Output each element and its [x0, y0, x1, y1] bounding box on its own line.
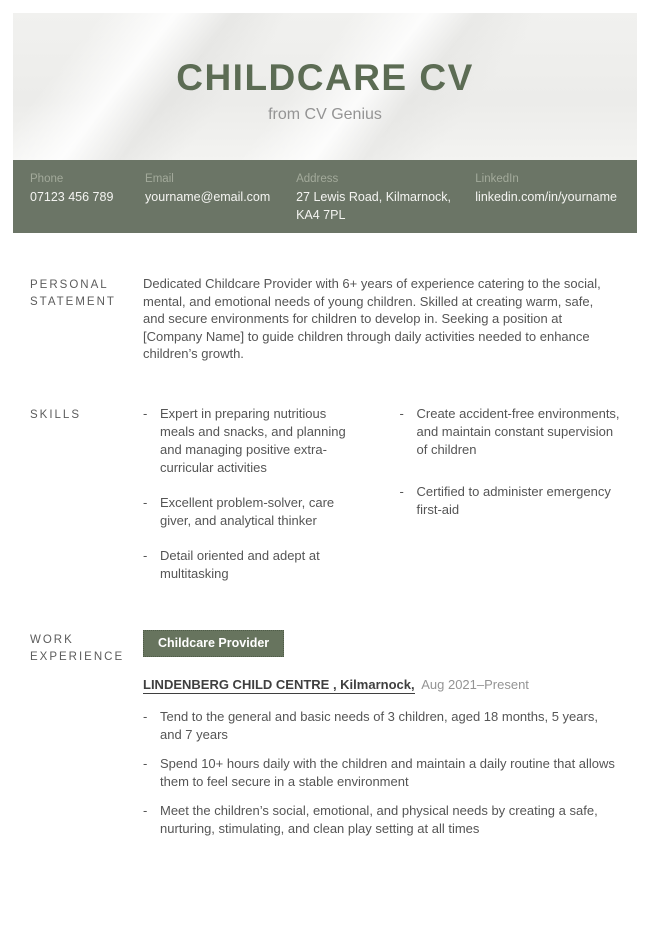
skills-content: [143, 405, 620, 600]
contact-item-address: [296, 173, 475, 233]
bullet-dash: -: [143, 547, 148, 563]
cv-header: [13, 13, 637, 160]
bullet-dash: -: [143, 405, 148, 421]
list-item: [143, 494, 364, 530]
bullet-dash: -: [143, 755, 148, 771]
job-title-badge: Childcare Provider: [143, 630, 284, 657]
list-item: [143, 755, 620, 791]
company-name: LINDENBERG CHILD CENTRE , Kilmarnock,: [143, 676, 415, 692]
skills-column-right: [400, 405, 621, 600]
skill-text: Expert in preparing nutritious meals and snacks, and planning and managing positive extra-curricular activities: [160, 405, 346, 475]
contact-item-linkedin: [475, 173, 629, 233]
employment-dates: Aug 2021–Present: [421, 676, 529, 692]
bullet-dash: -: [143, 494, 148, 510]
list-item: [400, 483, 621, 519]
section-label-work-experience: WORK EXPERIENCE: [30, 633, 125, 663]
contact-band: [13, 160, 637, 233]
contact-label: Address: [296, 173, 339, 185]
experience-bullet-text: Spend 10+ hours daily with the children and maintain a daily routine that allows them to feel secure in a stable environment: [160, 755, 615, 789]
contact-item-phone: [30, 173, 145, 233]
skill-text: Detail oriented and adept at multitasking: [160, 547, 320, 581]
cv-body: [0, 233, 650, 849]
page-subtitle: from CV Genius: [268, 106, 382, 123]
experience-bullet-text: Meet the children’s social, emotional, and physical needs by creating a safe, nurturing, stimulating, and clean play setting at all times: [160, 802, 598, 836]
bullet-dash: -: [399, 483, 404, 499]
section-skills: [30, 405, 620, 600]
contact-value-email: yourname@email.com: [145, 190, 271, 204]
experience-bullet-list: [143, 708, 620, 838]
section-label-personal-statement: PERSONAL STATEMENT: [30, 279, 116, 309]
section-label-skills: SKILLS: [30, 408, 81, 421]
bullet-dash: -: [143, 708, 148, 724]
skill-text: Certified to administer emergency first-aid: [416, 483, 611, 517]
list-item: [143, 405, 364, 477]
contact-label: Email: [145, 173, 174, 185]
list-item: [400, 405, 621, 459]
section-personal-statement: [30, 275, 620, 363]
experience-bullet-text: Tend to the general and basic needs of 3 children, aged 18 months, 5 years, and 7 years: [160, 708, 598, 742]
list-item: [143, 708, 620, 744]
company-line: [143, 677, 620, 692]
personal-statement-content: [143, 275, 620, 363]
personal-statement-text: Dedicated Childcare Provider with 6+ years of experience catering to the social, mental, and emotional needs of young children. Skilled at creating warm, safe, and secure environments for children to develop in. Seeking a position at [Company Name] to guide children through daily activities needed to enhance children’s growth.: [143, 276, 601, 361]
cv-page: [0, 13, 650, 932]
skill-text: Excellent problem-solver, care giver, and analytical thinker: [160, 494, 335, 528]
contact-value-address: 27 Lewis Road, Kilmarnock, KA4 7PL: [296, 190, 451, 222]
contact-item-email: [145, 173, 296, 233]
work-experience-content: [143, 630, 620, 849]
contact-value-phone: 07123 456 789: [30, 190, 114, 204]
contact-label: Phone: [30, 173, 64, 185]
section-work-experience: [30, 630, 620, 849]
contact-value-linkedin: linkedin.com/in/yourname: [475, 190, 618, 204]
bullet-dash: -: [143, 802, 148, 818]
bullet-dash: -: [399, 405, 404, 421]
list-item: [143, 547, 364, 583]
skill-text: Create accident-free environments, and maintain constant supervision of children: [416, 405, 620, 457]
list-item: [143, 802, 620, 838]
contact-label: LinkedIn: [475, 173, 519, 185]
skills-column-left: [143, 405, 364, 600]
page-title: CHILDCARE CV: [176, 57, 474, 98]
